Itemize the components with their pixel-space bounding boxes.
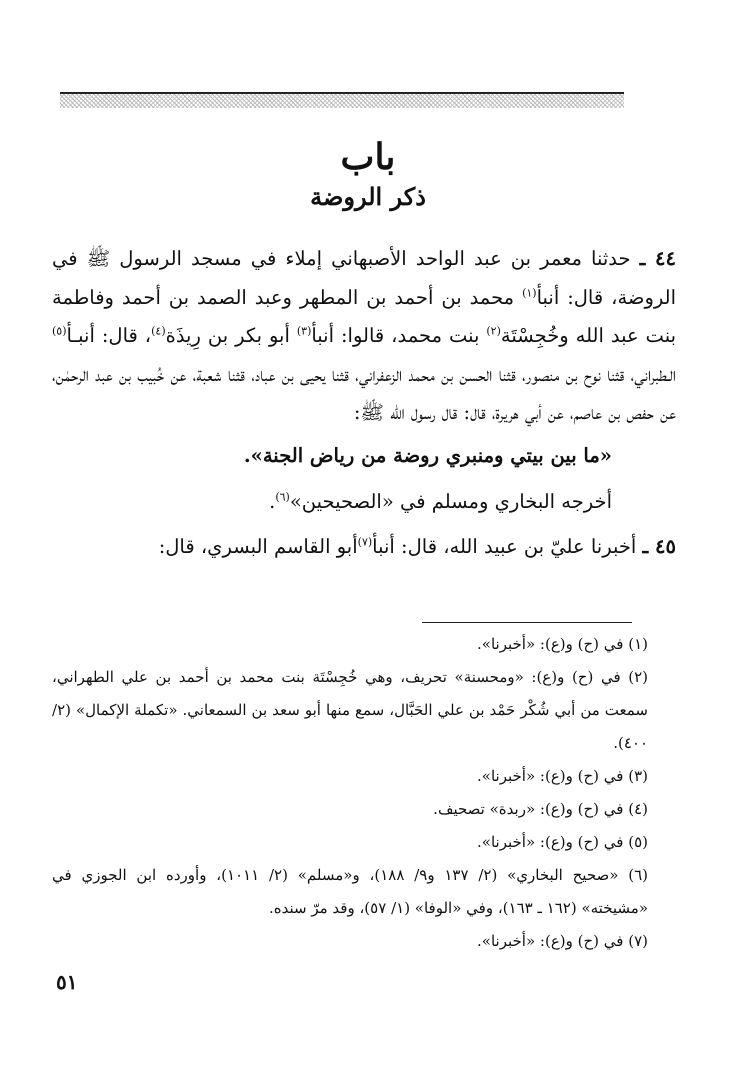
- footnote-ref-2: (٢): [486, 324, 501, 338]
- page-number: ٥١: [56, 970, 78, 994]
- hadith-44-text-a: حدثنا معمر بن عبد الواحد الأصبهاني إملاء في مسجد الرسول ﷺ في الروضة، قال: أنبأ: [52, 247, 676, 309]
- main-text: [52, 240, 676, 566]
- chapter-title: باب: [340, 136, 396, 178]
- footnote-separator: [422, 622, 632, 623]
- footnote-1: (١) في (ح) و(ع): «أخبرنا».: [477, 635, 648, 653]
- hadith-44-text-b: محمد بن أحمد بن المطهر وعبد الصمد بن أحمد وفاطمة بنت عبد الله وخُجِسْتَة: [52, 285, 677, 347]
- hadith-44-text-f: الـطبراني، قثنا نوح بن منصور، قثنا الحسن بن محمد الزعفراني، قثنا يحيى بن عباد، قثنا شعبة، عن خُبيب بن عبد الرحمٰن، عن حفص بن عاصم، عن أبي هريرة، قال: قال رسول الله ﷺ:: [52, 362, 676, 424]
- footnote-ref-1: (١): [522, 286, 537, 299]
- footnote-ref-6: (٦): [275, 490, 290, 504]
- chapter-subtitle: ذكر الروضة: [310, 182, 426, 211]
- footnote-ref-4: (٤): [151, 324, 166, 338]
- footnote-ref-3: (٣): [296, 324, 312, 338]
- hadith-45: [52, 528, 676, 567]
- hadith-44-number: ٤٤ ـ: [639, 247, 676, 270]
- footnote-ref-7: (٧): [357, 535, 373, 548]
- hadith-44-text-e: ، قال: أنبـأ: [66, 324, 152, 347]
- hadith-quote: «ما بين بيتي ومنبري روضة من رياض الجنة».: [243, 443, 612, 467]
- footnotes: [52, 628, 648, 958]
- hadith-44-text-d: أبو بكر بن رِيذَة: [165, 324, 297, 347]
- footnote-3: (٣) في (ح) و(ع): «أخبرنا».: [477, 767, 648, 785]
- footnote-7: (٧) في (ح) و(ع): «أخبرنا».: [477, 932, 648, 950]
- footnote-4: (٤) في (ح) و(ع): «ربدة» تصحيف.: [433, 800, 648, 818]
- hadith-45-number: ٤٥ ـ: [642, 534, 676, 558]
- hadith-45-text-b: أبو القاسم البسري، قال:: [158, 534, 358, 558]
- takhrij: أخرجه البخاري ومسلم في «الصحيحين»$^{(٦)}$.: [269, 490, 612, 513]
- hadith-45-text-a: أخبرنا عليّ بن عبيد الله، قال: أنبأ: [372, 534, 637, 558]
- footnote-5: (٥) في (ح) و(ع): «أخبرنا».: [477, 833, 648, 851]
- footnote-2: (٢) في (ح) و(ع): «ومحسنة» تحريف، وهي خُجِسْتَة بنت محمد بن أحمد بن علي الطهراني، سمعت من أبي شُكْر حَمْد بن علي الحَبَّال، سمع منها أبو سعد بن السمعاني. «تكملة الإكمال» (٢/ ٤٠٠).: [52, 668, 648, 752]
- hadith-44: [52, 240, 676, 433]
- footnote-6: (٦) «صحيح البخاري» (٢/ ١٣٧ و٩/ ١٨٨)، و«مسلم» (٢/ ١٠١١)، وأورده ابن الجوزي في «مشيخته» (١٦٢ ـ ١٦٣)، وفي «الوفا» (١/ ٥٧)، وقد مرّ سنده.: [52, 866, 648, 917]
- takhrij-text: أخرجه البخاري ومسلم في «الصحيحين»: [289, 490, 612, 513]
- header-rule: [60, 92, 624, 108]
- hadith-44-text-c: بنت محمد، قالوا: أنبأ: [311, 324, 487, 347]
- footnote-ref-5: (٥): [52, 324, 67, 338]
